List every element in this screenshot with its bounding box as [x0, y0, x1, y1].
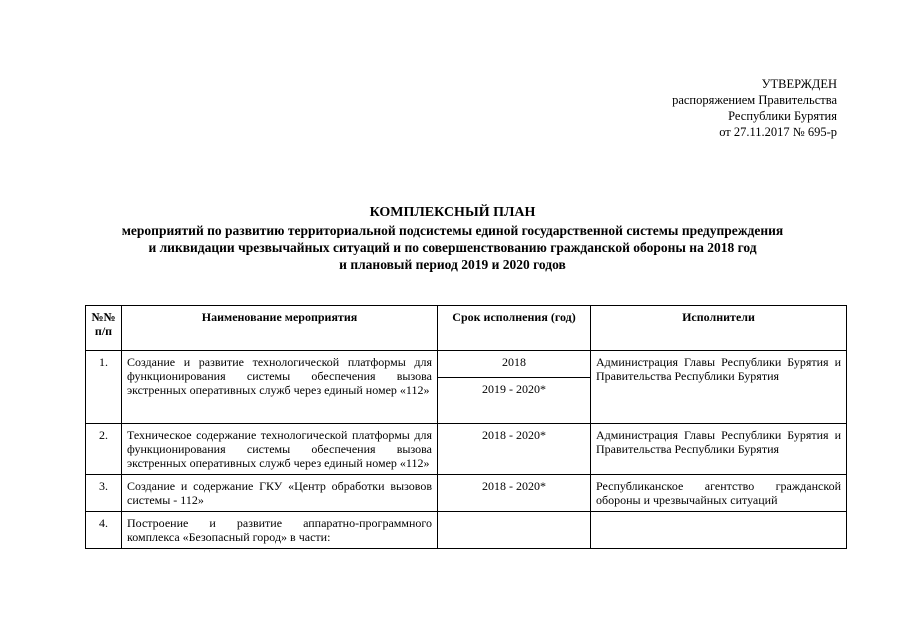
row-name: Построение и развитие аппаратно-программного комплекса «Безопасный город» в части:: [122, 512, 438, 549]
title-main: КОМПЛЕКСНЫЙ ПЛАН: [369, 205, 536, 220]
header-name: Наименование мероприятия: [122, 306, 438, 351]
row-num: 1.: [86, 351, 122, 424]
row-term: [438, 512, 591, 549]
title-subtitle-3: и плановый период 2019 и 2020 годов: [339, 257, 566, 272]
document-title: [60, 204, 845, 273]
approval-stamp: [672, 76, 837, 140]
plan-table: [85, 305, 847, 549]
table-header-row: [86, 306, 847, 351]
title-subtitle-2: и ликвидации чрезвычайных ситуаций и по совершенствованию гражданской обороны на 2018 год: [148, 240, 757, 255]
row-num: 3.: [86, 475, 122, 512]
table-row: [86, 512, 847, 549]
row-term-2019-2020: 2019 - 2020*: [438, 377, 590, 400]
row-term: 2018 - 2020*: [438, 475, 591, 512]
row-exec: [591, 512, 847, 549]
table-row: [86, 351, 847, 424]
row-term-2018: 2018: [502, 355, 526, 369]
row-exec: Администрация Главы Республики Бурятия и Правительства Республики Бурятия: [591, 351, 847, 424]
header-num: №№ п/п: [86, 306, 122, 351]
approval-date-number: от 27.11.2017 № 695-р: [719, 125, 837, 139]
header-term: Срок исполнения (год): [438, 306, 591, 351]
row-name: Техническое содержание технологической платформы для функционирования системы обеспечения вызова экстренных оперативных служб через единый номер «112»: [122, 424, 438, 475]
header-exec: Исполнители: [591, 306, 847, 351]
row-num: 2.: [86, 424, 122, 475]
row-term: 2018 - 2020*: [438, 424, 591, 475]
row-name: Создание и содержание ГКУ «Центр обработки вызовов системы - 112»: [122, 475, 438, 512]
approval-title: УТВЕРЖДЕН: [761, 77, 837, 91]
row-term: [438, 351, 591, 424]
table-row: [86, 475, 847, 512]
row-name: Создание и развитие технологической платформы для функционирования системы обеспечения вызова экстренных оперативных служб через единый номер «112»: [122, 351, 438, 424]
row-exec: Республиканское агентство гражданской обороны и чрезвычайных ситуаций: [591, 475, 847, 512]
approval-authority: распоряжением Правительства: [672, 93, 837, 107]
table-row: [86, 424, 847, 475]
title-subtitle-1: мероприятий по развитию территориальной подсистемы единой государственной системы предупреждения: [121, 223, 784, 238]
approval-region: Республики Бурятия: [728, 109, 837, 123]
row-exec: Администрация Главы Республики Бурятия и Правительства Республики Бурятия: [591, 424, 847, 475]
row-num: 4.: [86, 512, 122, 549]
